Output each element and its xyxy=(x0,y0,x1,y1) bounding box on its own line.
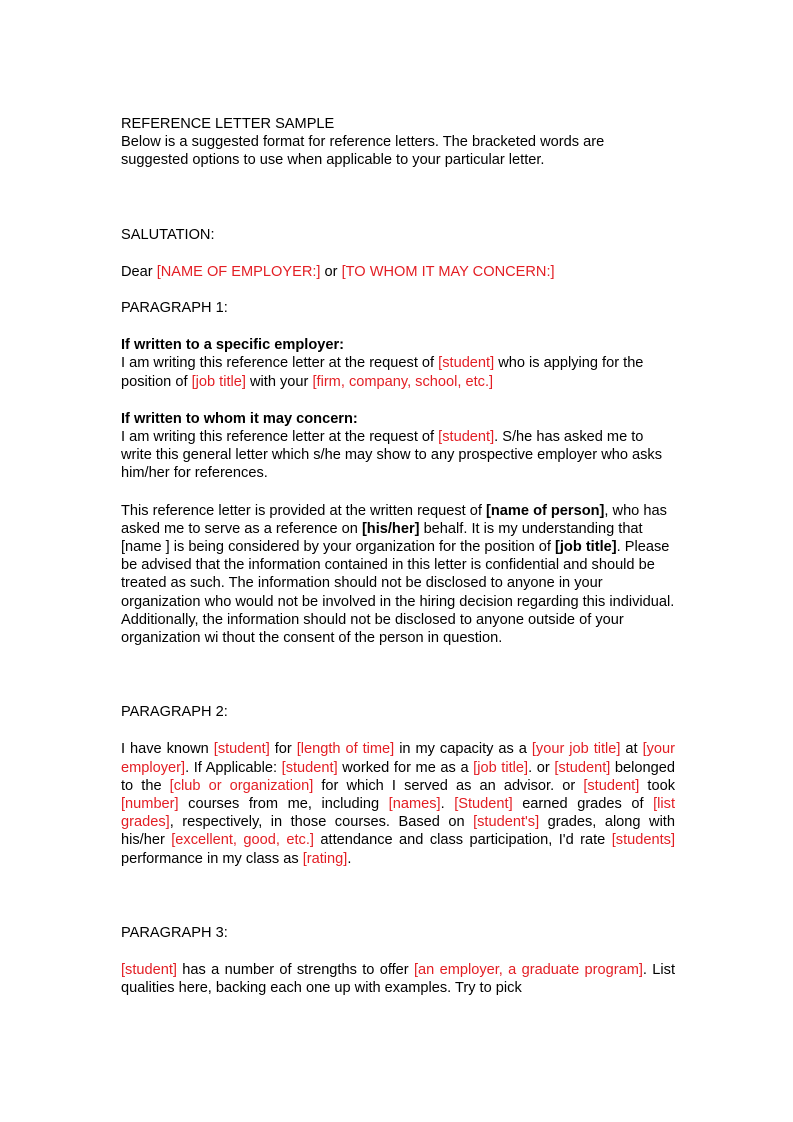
placeholder-concern: [TO WHOM IT MAY CONCERN:] xyxy=(341,263,555,280)
written-request-paragraph xyxy=(121,502,675,648)
text-fragment: for which I served as an advisor. or xyxy=(313,777,584,794)
text-fragment: took xyxy=(639,777,675,794)
paragraph-1-heading: PARAGRAPH 1: xyxy=(121,300,228,317)
salutation-heading: SALUTATION: xyxy=(121,226,215,243)
text-fragment: who is applying for the position of xyxy=(121,355,644,390)
text-fragment: earned grades of xyxy=(512,796,654,813)
placeholder-employer-program: [an employer, a graduate program] xyxy=(413,962,643,979)
placeholder-his-her: [his/her] xyxy=(361,520,420,537)
salutation-line xyxy=(121,263,675,281)
text-fragment: I am writing this reference letter at the request of xyxy=(121,429,439,446)
placeholder-students-possessive: [student's] xyxy=(473,814,540,831)
placeholder-firm: [firm, company, school, etc.] xyxy=(312,373,494,390)
text-fragment: . Please be advised that the information contained in this letter is confidential and should be treated as such. The information should not be disclosed to anyone in your organization who would not be involved in the hiring decision regarding this individual. Additionally, the information should not be disclosed to anyone outside of your organization wi thout the consent of the person in question. xyxy=(121,539,675,647)
text-fragment: grades, along with his/her xyxy=(121,814,675,849)
text-fragment: behalf. It is my understanding that [name ] is being considered by your organization for the position of xyxy=(121,520,643,556)
text-fragment: courses from me, including xyxy=(178,796,389,813)
text-fragment: . If Applicable: xyxy=(185,759,282,776)
text-fragment: , who has asked me to serve as a reference on xyxy=(121,502,667,537)
salutation-dear: Dear xyxy=(121,263,157,280)
placeholder-student: [student] xyxy=(438,429,495,446)
text-fragment: . xyxy=(347,850,352,867)
text-fragment: in my capacity as a xyxy=(394,741,532,758)
text-fragment: . xyxy=(440,796,455,813)
placeholder-club: [club or organization] xyxy=(169,777,314,794)
placeholder-student: [student] xyxy=(554,759,611,776)
text-fragment: attendance and class participation, I'd rate xyxy=(313,832,612,849)
salutation-or: or xyxy=(320,263,342,280)
placeholder-student: [student] xyxy=(438,355,495,372)
specific-employer-heading: If written to a specific employer: xyxy=(121,337,345,354)
paragraph-2-text xyxy=(121,740,675,867)
paragraph-2-heading: PARAGRAPH 2: xyxy=(121,704,228,721)
placeholder-students: [students] xyxy=(611,832,675,849)
placeholder-student: [Student] xyxy=(454,796,513,813)
placeholder-job-title: [job title] xyxy=(555,539,617,556)
document-page xyxy=(121,115,675,998)
placeholder-student: [student] xyxy=(281,759,338,776)
placeholder-length-of-time: [length of time] xyxy=(296,741,395,758)
specific-employer-text xyxy=(121,354,675,390)
placeholder-student: [student] xyxy=(121,962,177,979)
placeholder-student: [student] xyxy=(583,777,640,794)
text-fragment: . or xyxy=(528,759,555,776)
text-fragment: with your xyxy=(245,373,313,390)
text-fragment: I am writing this reference letter at the request of xyxy=(121,355,439,372)
whom-it-may-concern-heading: If written to whom it may concern: xyxy=(121,410,358,427)
placeholder-your-job-title: [your job title] xyxy=(531,741,621,758)
placeholder-excellent-good: [excellent, good, etc.] xyxy=(171,832,314,849)
intro-text: Below is a suggested format for reference letters. The bracketed words are suggested options to use when applicable to your particular letter. xyxy=(121,134,605,169)
paragraph-3-text xyxy=(121,961,675,997)
text-fragment: at xyxy=(620,741,643,758)
text-fragment: I have known xyxy=(121,741,214,758)
text-fragment: . S/he has asked me to write this general letter which s/he may show to any prospective employer who asks him/her for references. xyxy=(121,429,663,482)
placeholder-rating: [rating] xyxy=(302,850,348,867)
text-fragment: , respectively, in those courses. Based on xyxy=(169,814,474,831)
placeholder-name-of-person: [name of person] xyxy=(486,502,605,519)
text-fragment: This reference letter is provided at the written request of xyxy=(121,502,487,519)
text-fragment: performance in my class as xyxy=(121,850,303,867)
placeholder-names: [names] xyxy=(388,796,441,813)
placeholder-job-title: [job title] xyxy=(473,759,529,776)
text-fragment: . List qualities here, backing each one up with examples. Try to pick xyxy=(121,962,676,997)
document-title: REFERENCE LETTER SAMPLE xyxy=(121,116,335,132)
placeholder-employer: [NAME OF EMPLOYER:] xyxy=(156,263,321,280)
paragraph-3-heading: PARAGRAPH 3: xyxy=(121,924,228,941)
placeholder-number: [number] xyxy=(121,796,179,813)
whom-it-may-concern-text xyxy=(121,428,675,483)
text-fragment: worked for me as a xyxy=(337,759,474,776)
placeholder-job-title: [job title] xyxy=(191,373,246,390)
text-fragment: for xyxy=(269,741,297,758)
text-fragment: belonged to the xyxy=(121,759,675,794)
placeholder-your-employer: [your employer] xyxy=(121,741,676,776)
placeholder-list-grades: [list grades] xyxy=(121,796,676,831)
placeholder-student: [student] xyxy=(213,741,270,758)
text-fragment: has a number of strengths to offer xyxy=(176,962,414,979)
